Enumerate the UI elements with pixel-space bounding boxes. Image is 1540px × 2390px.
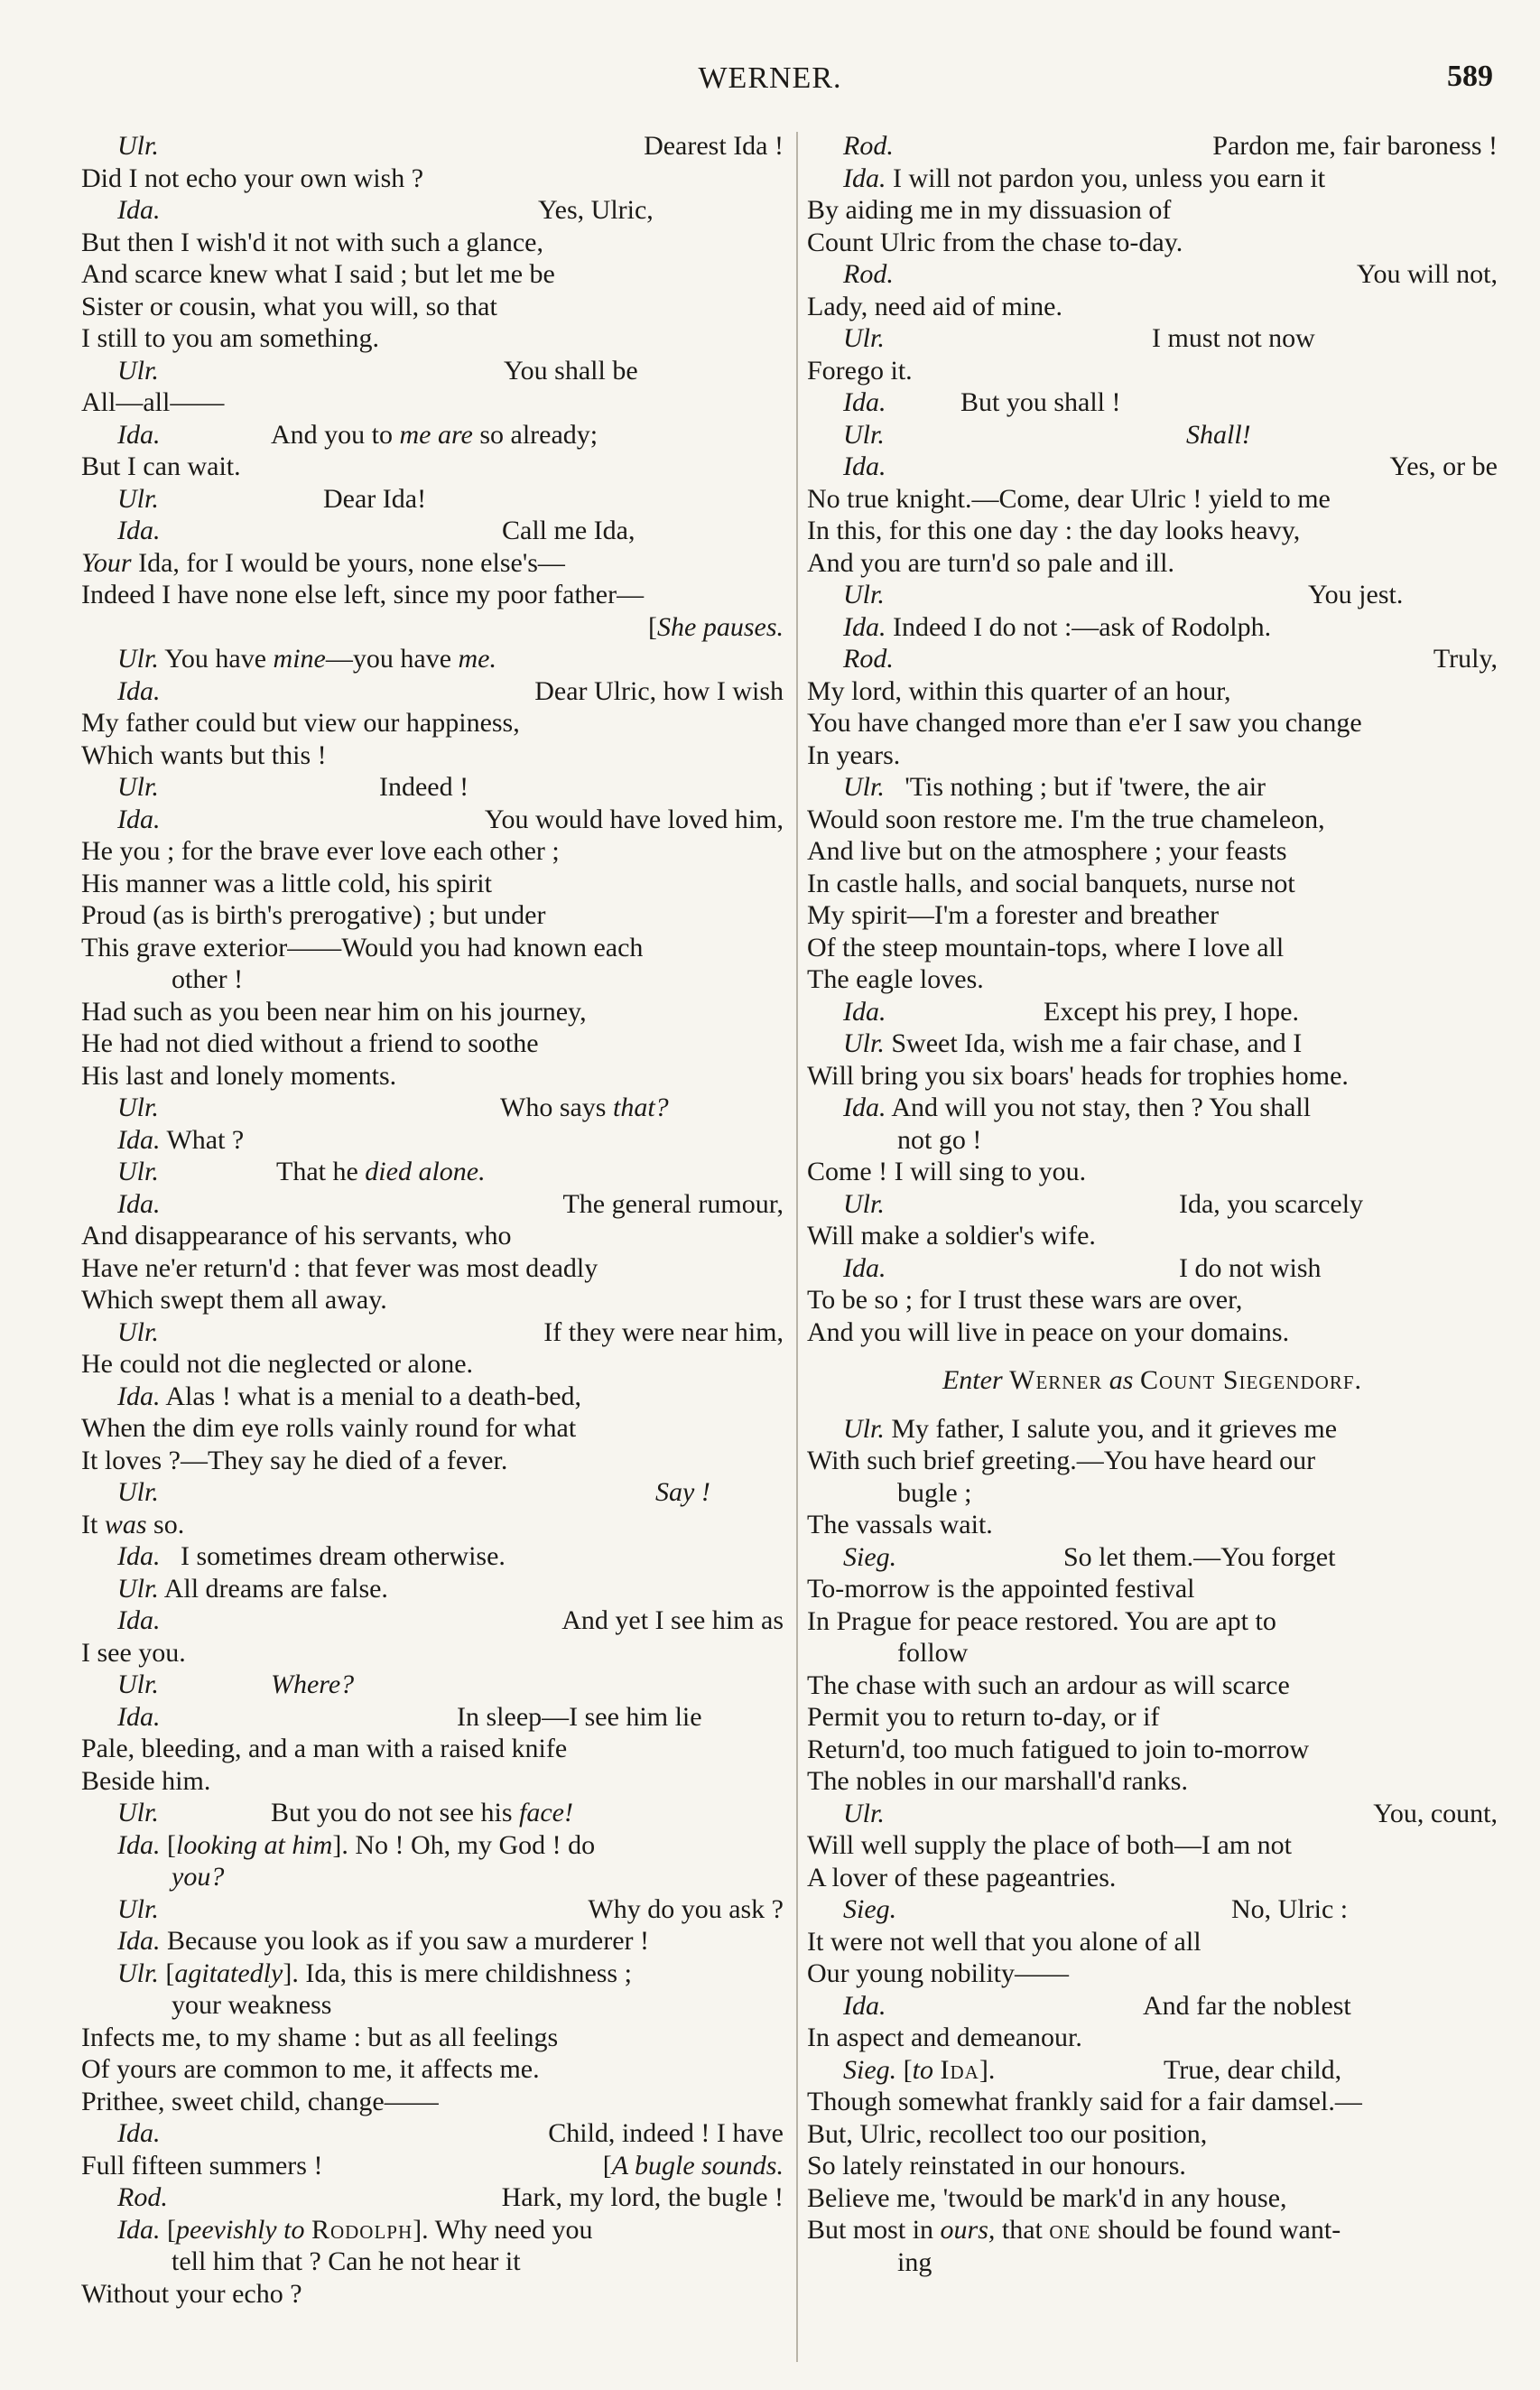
bracket: [ <box>167 2214 176 2245</box>
dialogue: —you have <box>325 644 452 674</box>
stage-direction-text: A bugle sounds. <box>611 2150 784 2181</box>
text-line <box>807 771 1498 804</box>
text-line: He had not died without a friend to soothe <box>81 1028 539 1058</box>
text-line <box>81 1476 784 1509</box>
text-line <box>81 1701 784 1734</box>
text-line <box>81 675 784 708</box>
speaker: Ulr. <box>117 772 159 802</box>
stage-direction-text: looking at him <box>176 1829 333 1860</box>
speaker: Ulr. <box>117 1157 159 1186</box>
text-line <box>81 1669 784 1701</box>
text-line <box>807 579 1498 611</box>
right-column <box>807 130 1498 2278</box>
speaker: Ida. <box>117 2118 161 2148</box>
left-column <box>81 130 784 2310</box>
text-line: ing <box>897 2246 932 2277</box>
dialogue-emphasis: me. <box>458 644 496 674</box>
speaker: Ulr. <box>117 483 159 514</box>
dialogue: You would have loved him, <box>484 804 784 834</box>
speaker: Ulr. <box>117 1958 159 1988</box>
dialogue: Hark, my lord, the bugle ! <box>501 2182 784 2212</box>
stage-direction-text: peevishly to <box>176 2214 305 2245</box>
text-line: Will make a soldier's wife. <box>807 1221 1096 1251</box>
text-line: And you will live in peace on your domains. <box>807 1316 1290 1347</box>
text-line: I still to you am something. <box>81 323 379 353</box>
text-line: Return'd, too much fatigued to join to-morrow <box>807 1734 1310 1764</box>
text-line <box>81 1316 784 1349</box>
speaker: Ulr. <box>843 1413 885 1444</box>
text-line: No true knight.—Come, dear Ulric ! yield to me <box>807 483 1331 514</box>
speaker: Ulr. <box>117 1573 159 1604</box>
bracket: [ <box>167 1829 176 1860</box>
text-line: But I can wait. <box>81 451 241 481</box>
dialogue: Full fifteen summers ! <box>81 2150 323 2181</box>
speaker: Ida. <box>117 675 161 706</box>
speaker: Sieg. <box>843 1894 897 1924</box>
text-line: By aiding me in my dissuasion of <box>807 195 1172 225</box>
text-line: He could not die neglected or alone. <box>81 1349 474 1379</box>
dialogue: 'Tis nothing ; but if 'twere, the air <box>905 772 1266 802</box>
dialogue: ]. Why need you <box>413 2214 593 2245</box>
text-line: And disappearance of his servants, who <box>81 1221 512 1251</box>
dialogue: You have <box>164 644 267 674</box>
dialogue: The general rumour, <box>562 1188 784 1219</box>
dialogue: Truly, <box>1433 644 1498 674</box>
text-line: you? <box>172 1862 225 1892</box>
speaker: Ida. <box>117 1605 161 1635</box>
text-line <box>81 1829 784 1862</box>
dialogue: No, Ulric : <box>1231 1894 1349 1924</box>
text-line: And scarce knew what I said ; but let me be <box>81 259 555 289</box>
speaker: Ida. <box>843 1093 886 1122</box>
speaker: Ida. <box>117 1701 161 1732</box>
speaker: Ida. <box>843 611 886 642</box>
text-line: In castle halls, and social banquets, nurse not <box>807 868 1295 898</box>
dialogue-emphasis: face! <box>519 1798 573 1827</box>
character-name: Count Siegendorf. <box>1139 1365 1362 1395</box>
dialogue: Call me Ida, <box>502 516 635 545</box>
dialogue: Who says <box>500 1093 607 1122</box>
speaker: Ulr. <box>843 772 885 802</box>
text-line <box>807 163 1498 195</box>
text-line <box>807 322 1498 355</box>
dialogue: Alas ! what is a menial to a death-bed, <box>165 1381 582 1411</box>
text-line <box>81 355 784 387</box>
dialogue: Why do you ask ? <box>588 1893 784 1924</box>
text-line: To be so ; for I trust these wars are over, <box>807 1285 1243 1315</box>
text-line <box>81 547 784 580</box>
text-line: other ! <box>172 964 244 994</box>
dialogue-emphasis: that? <box>612 1093 669 1122</box>
speaker: Ulr. <box>117 1798 159 1827</box>
text-line: not go ! <box>897 1124 982 1155</box>
speaker: Ulr. <box>843 580 885 609</box>
dialogue-emphasis: Shall! <box>1186 419 1251 450</box>
stage-direction-text: agitatedly <box>174 1958 283 1988</box>
text-line: But then I wish'd it not with such a glance, <box>81 227 543 257</box>
text-line <box>81 1925 784 1958</box>
text-line: A lover of these pageantries. <box>807 1862 1117 1892</box>
speaker: Ulr. <box>117 131 159 161</box>
speaker: Ida. <box>117 1188 161 1219</box>
dialogue: But you do not see his <box>271 1798 513 1827</box>
speaker: Ida. <box>117 1829 161 1860</box>
speaker: Ulr. <box>843 1188 885 1219</box>
text-line <box>807 1413 1498 1446</box>
text-line: Permit you to return to-day, or if <box>807 1702 1160 1732</box>
speaker: Ida. <box>843 1252 886 1283</box>
text-line: With such brief greeting.—You have heard our <box>807 1446 1316 1475</box>
bracket: [ <box>602 2150 612 2181</box>
bracket: [ <box>648 611 658 642</box>
text-line <box>807 1188 1498 1221</box>
text-line: I see you. <box>81 1637 186 1668</box>
dialogue: I must not now <box>1152 323 1315 353</box>
text-line: Of yours are common to me, it affects me. <box>81 2054 540 2084</box>
dialogue: Indeed ! <box>379 772 469 802</box>
dialogue: Indeed I do not :—ask of Rodolph. <box>893 611 1272 642</box>
text-line <box>81 1540 784 1573</box>
dialogue: So let them.—You forget <box>1063 1541 1336 1572</box>
text-line <box>807 1092 1498 1124</box>
text-line <box>807 996 1498 1028</box>
dialogue: Sweet Ida, wish me a fair chase, and I <box>891 1028 1303 1058</box>
dialogue: Child, indeed ! I have <box>548 2118 784 2148</box>
text-line <box>81 483 784 516</box>
speaker: Ulr. <box>117 1093 159 1122</box>
speaker: Ida. <box>843 1990 886 2021</box>
text-line: Did I not echo your own wish ? <box>81 163 424 193</box>
speaker: Ulr. <box>843 419 885 450</box>
dialogue-emphasis: was <box>104 1509 147 1539</box>
speaker: Ulr. <box>117 1316 159 1347</box>
text-line: In Prague for peace restored. You are apt to <box>807 1605 1276 1636</box>
text-line <box>807 1798 1498 1830</box>
dialogue: You jest. <box>1308 580 1404 609</box>
dialogue-emphasis: Where? <box>271 1669 355 1699</box>
text-line <box>81 2117 784 2150</box>
bracket: [ <box>903 2054 913 2085</box>
text-line <box>81 804 784 836</box>
speaker: Ulr. <box>117 1669 159 1699</box>
speaker: Rod. <box>843 131 894 161</box>
speaker: Rod. <box>843 644 894 674</box>
text-line <box>81 1188 784 1221</box>
text-line: Count Ulric from the chase to-day. <box>807 227 1183 257</box>
dialogue: Ida, for I would be yours, none else's— <box>138 547 565 578</box>
speaker: Sieg. <box>843 2054 897 2085</box>
text-line: So lately reinstated in our honours. <box>807 2151 1186 2181</box>
speaker: Ida. <box>843 163 886 193</box>
text-line <box>807 130 1498 163</box>
dialogue-emphasis: died alone. <box>365 1157 486 1186</box>
text-line <box>81 1124 784 1157</box>
text-line <box>807 611 1498 644</box>
text-line: And you are turn'd so pale and ill. <box>807 547 1174 578</box>
speaker: Ida. <box>117 1124 161 1155</box>
text-line <box>81 2214 784 2246</box>
dialogue: And yet I see him as <box>561 1605 784 1635</box>
text-line <box>807 1252 1498 1285</box>
speaker: Rod. <box>843 259 894 289</box>
text-line <box>81 1893 784 1926</box>
text-line <box>81 1509 784 1541</box>
text-line <box>807 419 1498 451</box>
dialogue: And far the noblest <box>1143 1990 1351 2021</box>
text-line <box>807 386 1498 419</box>
stage-direction-text: as <box>1109 1365 1134 1395</box>
dialogue: If they were near him, <box>543 1316 784 1347</box>
dialogue: And you to <box>271 419 393 450</box>
text-line: In years. <box>807 739 901 770</box>
text-line <box>807 1893 1498 1926</box>
text-line: your weakness <box>172 1990 332 2020</box>
text-line: Would soon restore me. I'm the true chameleon, <box>807 804 1325 834</box>
column-divider <box>796 132 798 2362</box>
dialogue: I will not pardon you, unless you earn it <box>893 163 1326 193</box>
stage-direction-text: to <box>912 2054 933 2085</box>
text-line: All—all—— <box>81 387 225 417</box>
stage-direction-text: She pauses. <box>657 611 784 642</box>
character-name: Werner <box>1009 1365 1103 1395</box>
text-line: The vassals wait. <box>807 1510 993 1539</box>
dialogue: should be found want- <box>1098 2215 1341 2245</box>
character-name: Rodolph <box>311 2214 413 2245</box>
dialogue-emphasis: ours, <box>940 2215 996 2245</box>
dialogue: What ? <box>166 1124 245 1155</box>
speaker: Ulr. <box>117 1893 159 1924</box>
text-line <box>81 1573 784 1605</box>
dialogue: so. <box>153 1509 185 1539</box>
dialogue: so already; <box>479 419 598 450</box>
speaker: Rod. <box>117 2182 168 2212</box>
text-line: In aspect and demeanour. <box>807 2023 1082 2052</box>
text-line <box>81 194 784 227</box>
dialogue: Dearest Ida ! <box>644 131 784 161</box>
text-line: Had such as you been near him on his journey, <box>81 996 587 1027</box>
text-line: Believe me, 'twould be mark'd in any house, <box>807 2182 1287 2213</box>
dialogue: Ida, you scarcely <box>1179 1188 1364 1219</box>
dialogue: You shall be <box>504 355 638 386</box>
speaker: Ulr. <box>843 1028 885 1058</box>
text-line: My spirit—I'm a forester and breather <box>807 900 1220 930</box>
spacer <box>807 1348 1498 1364</box>
text-line: In this, for this one day : the day looks heavy, <box>807 516 1301 545</box>
dialogue-emphasis: me are <box>399 419 473 450</box>
text-line <box>807 2054 1498 2087</box>
dialogue: Because you look as if you saw a murderer ! <box>167 1926 649 1956</box>
text-line: My father could but view our happiness, <box>81 708 520 738</box>
text-line: His last and lonely moments. <box>81 1060 397 1091</box>
text-line <box>81 1381 784 1413</box>
dialogue-emphasis: Say ! <box>655 1477 710 1507</box>
bracket: ]. <box>979 2054 996 2085</box>
speaker: Ida. <box>117 419 161 450</box>
speaker: Ida. <box>117 1541 161 1571</box>
dialogue: You, count, <box>1373 1798 1498 1828</box>
text-line: It loves ?—They say he died of a fever. <box>81 1445 508 1475</box>
dialogue: Pardon me, fair baroness ! <box>1212 131 1498 161</box>
character-name: Ida <box>940 2054 979 2085</box>
text-line: Infects me, to my shame : but as all feelings <box>81 2022 559 2052</box>
dialogue: It <box>81 1509 98 1539</box>
text-line <box>807 1990 1498 2023</box>
dialogue: True, dear child, <box>1164 2054 1342 2085</box>
speaker: Ulr. <box>117 644 159 674</box>
text-line: Which swept them all away. <box>81 1285 387 1315</box>
dialogue: I do not wish <box>1179 1252 1322 1283</box>
text-line: And live but on the atmosphere ; your feasts <box>807 836 1287 866</box>
speaker: Ida. <box>117 804 161 834</box>
speaker: Ida. <box>117 1381 161 1411</box>
speaker: Ulr. <box>843 323 885 353</box>
bracket: [ <box>165 1958 175 1988</box>
speaker: Ida. <box>117 516 161 545</box>
text-line: Have ne'er return'd : that fever was most deadly <box>81 1252 598 1283</box>
speaker: Ulr. <box>117 355 159 386</box>
dialogue: All dreams are false. <box>163 1573 388 1604</box>
dialogue: Except his prey, I hope. <box>1044 996 1299 1027</box>
dialogue: In sleep—I see him lie <box>457 1701 702 1732</box>
text-line: The eagle loves. <box>807 964 984 994</box>
dialogue: But you shall ! <box>960 387 1121 417</box>
stage-direction <box>81 611 784 644</box>
dialogue: ]. No ! Oh, my God ! do <box>332 1829 596 1860</box>
text-line: Indeed I have none else left, since my poor father— <box>81 580 645 609</box>
dialogue: My father, I salute you, and it grieves me <box>891 1413 1338 1444</box>
text-line <box>807 1028 1498 1060</box>
dialogue: Dear Ulric, how I wish <box>534 675 784 706</box>
text-line: bugle ; <box>897 1477 972 1508</box>
text-line: To-morrow is the appointed festival <box>807 1574 1195 1604</box>
text-line: But, Ulric, recollect too our position, <box>807 2118 1208 2149</box>
text-line <box>81 1156 784 1188</box>
text-line: Beside him. <box>81 1765 211 1796</box>
text-line <box>81 1797 784 1829</box>
stage-direction-text: Enter <box>942 1365 1003 1395</box>
text-line: It were not well that you alone of all <box>807 1926 1201 1957</box>
text-line <box>81 771 784 804</box>
speaker: Sieg. <box>843 1541 897 1572</box>
speaker: Ida. <box>117 195 161 225</box>
text-line <box>81 1092 784 1124</box>
text-line: Which wants but this ! <box>81 739 327 770</box>
dialogue: Yes, or be <box>1389 451 1498 481</box>
text-line <box>807 451 1498 483</box>
text-line <box>807 2214 1498 2246</box>
text-line <box>81 515 784 547</box>
speaker: Ulr. <box>843 1798 885 1828</box>
speaker: Ulr. <box>117 1477 159 1507</box>
dialogue-emphasis: mine <box>273 644 326 674</box>
text-line: This grave exterior——Would you had known each <box>81 932 644 963</box>
text-line: When the dim eye rolls vainly round for what <box>81 1413 577 1443</box>
text-line <box>81 130 784 163</box>
text-line: The nobles in our marshall'd ranks. <box>807 1766 1188 1796</box>
text-line <box>81 2181 784 2214</box>
speaker: Ida. <box>117 1926 161 1956</box>
text-line <box>81 2150 784 2182</box>
dialogue: But most in <box>807 2215 934 2245</box>
text-line <box>81 419 784 451</box>
text-line <box>807 1541 1498 1574</box>
text-line: Will bring you six boars' heads for trophies home. <box>807 1060 1349 1091</box>
text-line: He you ; for the brave ever love each other ; <box>81 836 560 866</box>
dialogue: That he <box>276 1157 358 1186</box>
text-line: Without your echo ? <box>81 2278 302 2309</box>
text-line: follow <box>897 1638 969 1668</box>
page-number: 589 <box>1447 60 1493 93</box>
running-title: WERNER. <box>698 61 842 95</box>
text-line: His manner was a little cold, his spirit <box>81 868 492 898</box>
stage-direction <box>807 1364 1498 1397</box>
dialogue: I sometimes dream otherwise. <box>181 1541 506 1571</box>
text-line: You have changed more than e'er I saw you change <box>807 708 1362 738</box>
text-line: Sister or cousin, what you will, so that <box>81 291 497 321</box>
speaker: Ida. <box>117 2214 161 2245</box>
dialogue: that <box>1001 2215 1043 2245</box>
text-line: Though somewhat frankly said for a fair damsel.— <box>807 2087 1362 2116</box>
text-line: Pale, bleeding, and a man with a raised knife <box>81 1734 568 1763</box>
dialogue: You will not, <box>1356 259 1498 289</box>
spacer <box>807 1397 1498 1413</box>
dialogue: And will you not stay, then ? You shall <box>891 1093 1312 1122</box>
text-line: The chase with such an ardour as will scarce <box>807 1669 1290 1700</box>
text-line: Forego it. <box>807 355 913 386</box>
speaker: Ida. <box>843 451 886 481</box>
dialogue: ]. Ida, this is mere childishness ; <box>283 1958 632 1988</box>
text-line: Prithee, sweet child, change—— <box>81 2086 439 2116</box>
text-line <box>81 1958 784 1990</box>
speaker: Ida. <box>843 387 886 417</box>
speaker: Ida. <box>843 996 886 1027</box>
text-line: Lady, need aid of mine. <box>807 291 1062 321</box>
text-line <box>81 643 784 675</box>
text-line: Come ! I will sing to you. <box>807 1157 1087 1186</box>
text-line: My lord, within this quarter of an hour, <box>807 675 1231 706</box>
text-line: Our young nobility—— <box>807 1958 1069 1988</box>
page-header <box>0 54 1540 108</box>
text-line: Proud (as is birth's prerogative) ; but under <box>81 900 546 930</box>
text-line: Will well supply the place of both—I am not <box>807 1830 1293 1860</box>
text-line <box>81 1604 784 1637</box>
dialogue: Yes, Ulric, <box>538 195 654 225</box>
dialogue-emphasis: Your <box>81 547 132 578</box>
text-line <box>807 258 1498 291</box>
text-line <box>807 643 1498 675</box>
dialogue-emphasis: one <box>1049 2215 1091 2245</box>
dialogue: Dear Ida! <box>323 483 427 514</box>
text-line: tell him that ? Can he not hear it <box>172 2246 521 2276</box>
text-line: Of the steep mountain-tops, where I love all <box>807 932 1285 963</box>
